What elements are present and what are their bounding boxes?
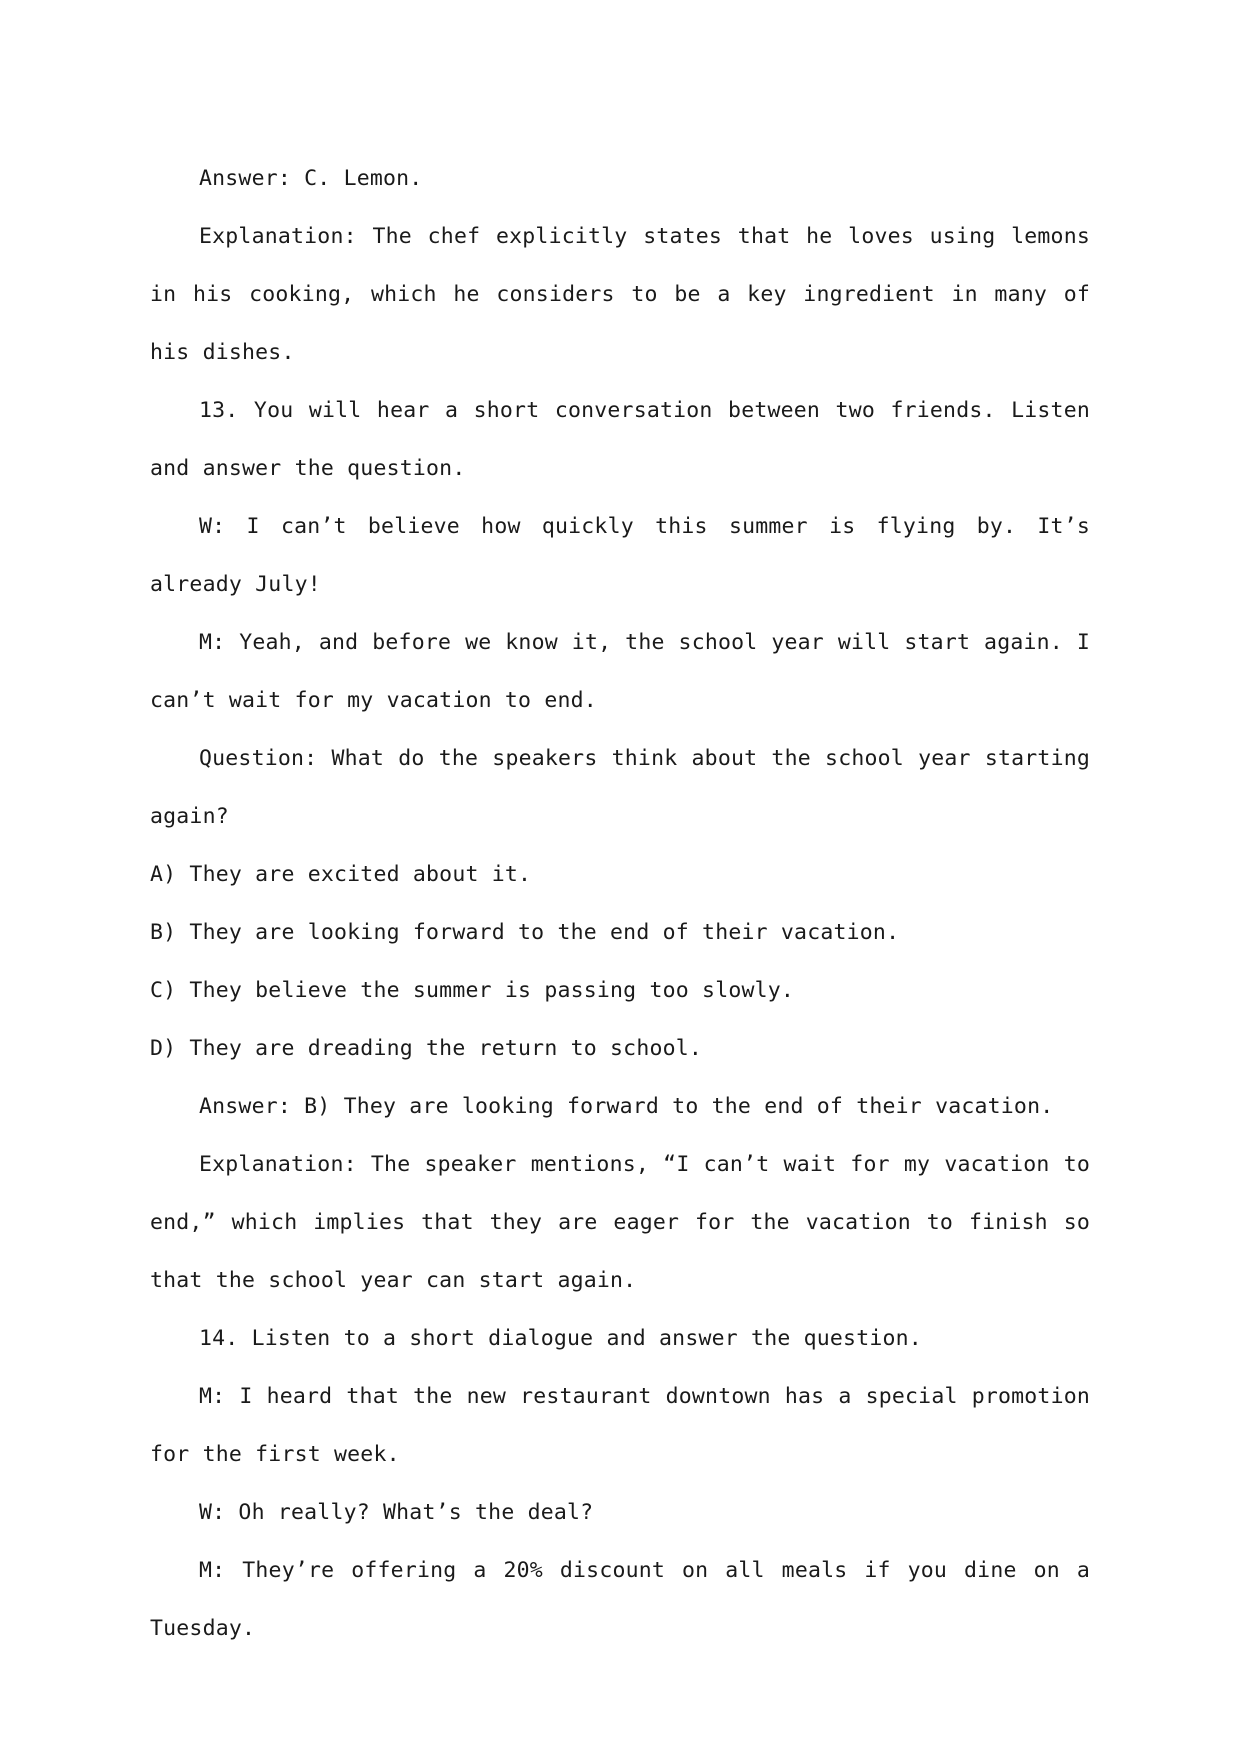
question-13-prompt: 13. You will hear a short conversation between two friends. Listen and answer the question. bbox=[150, 398, 1090, 481]
dialogue-line-m: M: Yeah, and before we know it, the school year will start again. I can’t wait for my vacation to end. bbox=[150, 630, 1090, 713]
explanation-13: Explanation: The speaker mentions, “I can’t wait for my vacation to end,” which implies that they are eager for the vacation to finish so that the school year can start again. bbox=[150, 1152, 1090, 1293]
answer-12: Answer: C. Lemon. bbox=[199, 166, 423, 191]
question-14-prompt: 14. Listen to a short dialogue and answer the question. bbox=[199, 1326, 922, 1351]
dialogue-line-m-2: M: I heard that the new restaurant downtown has a special promotion for the first week. bbox=[150, 1384, 1090, 1467]
dialogue-line-w-2: W: Oh really? What’s the deal? bbox=[199, 1500, 594, 1525]
option-b: B) They are looking forward to the end of their vacation. bbox=[150, 920, 900, 945]
option-c: C) They believe the summer is passing too slowly. bbox=[150, 978, 795, 1003]
option-d: D) They are dreading the return to school. bbox=[150, 1036, 703, 1061]
explanation-12: Explanation: The chef explicitly states that he loves using lemons in his cooking, which he considers to be a key ingredient in many of his dishes. bbox=[150, 224, 1090, 365]
question-13: Question: What do the speakers think about the school year starting again? bbox=[150, 746, 1090, 829]
answer-13: Answer: B) They are looking forward to the end of their vacation. bbox=[199, 1094, 1054, 1119]
dialogue-line-m-3: M: They’re offering a 20% discount on all meals if you dine on a Tuesday. bbox=[150, 1558, 1090, 1641]
document-body bbox=[150, 150, 1090, 1658]
option-a: A) They are excited about it. bbox=[150, 862, 532, 887]
dialogue-line-w: W: I can’t believe how quickly this summer is flying by. It’s already July! bbox=[150, 514, 1090, 597]
